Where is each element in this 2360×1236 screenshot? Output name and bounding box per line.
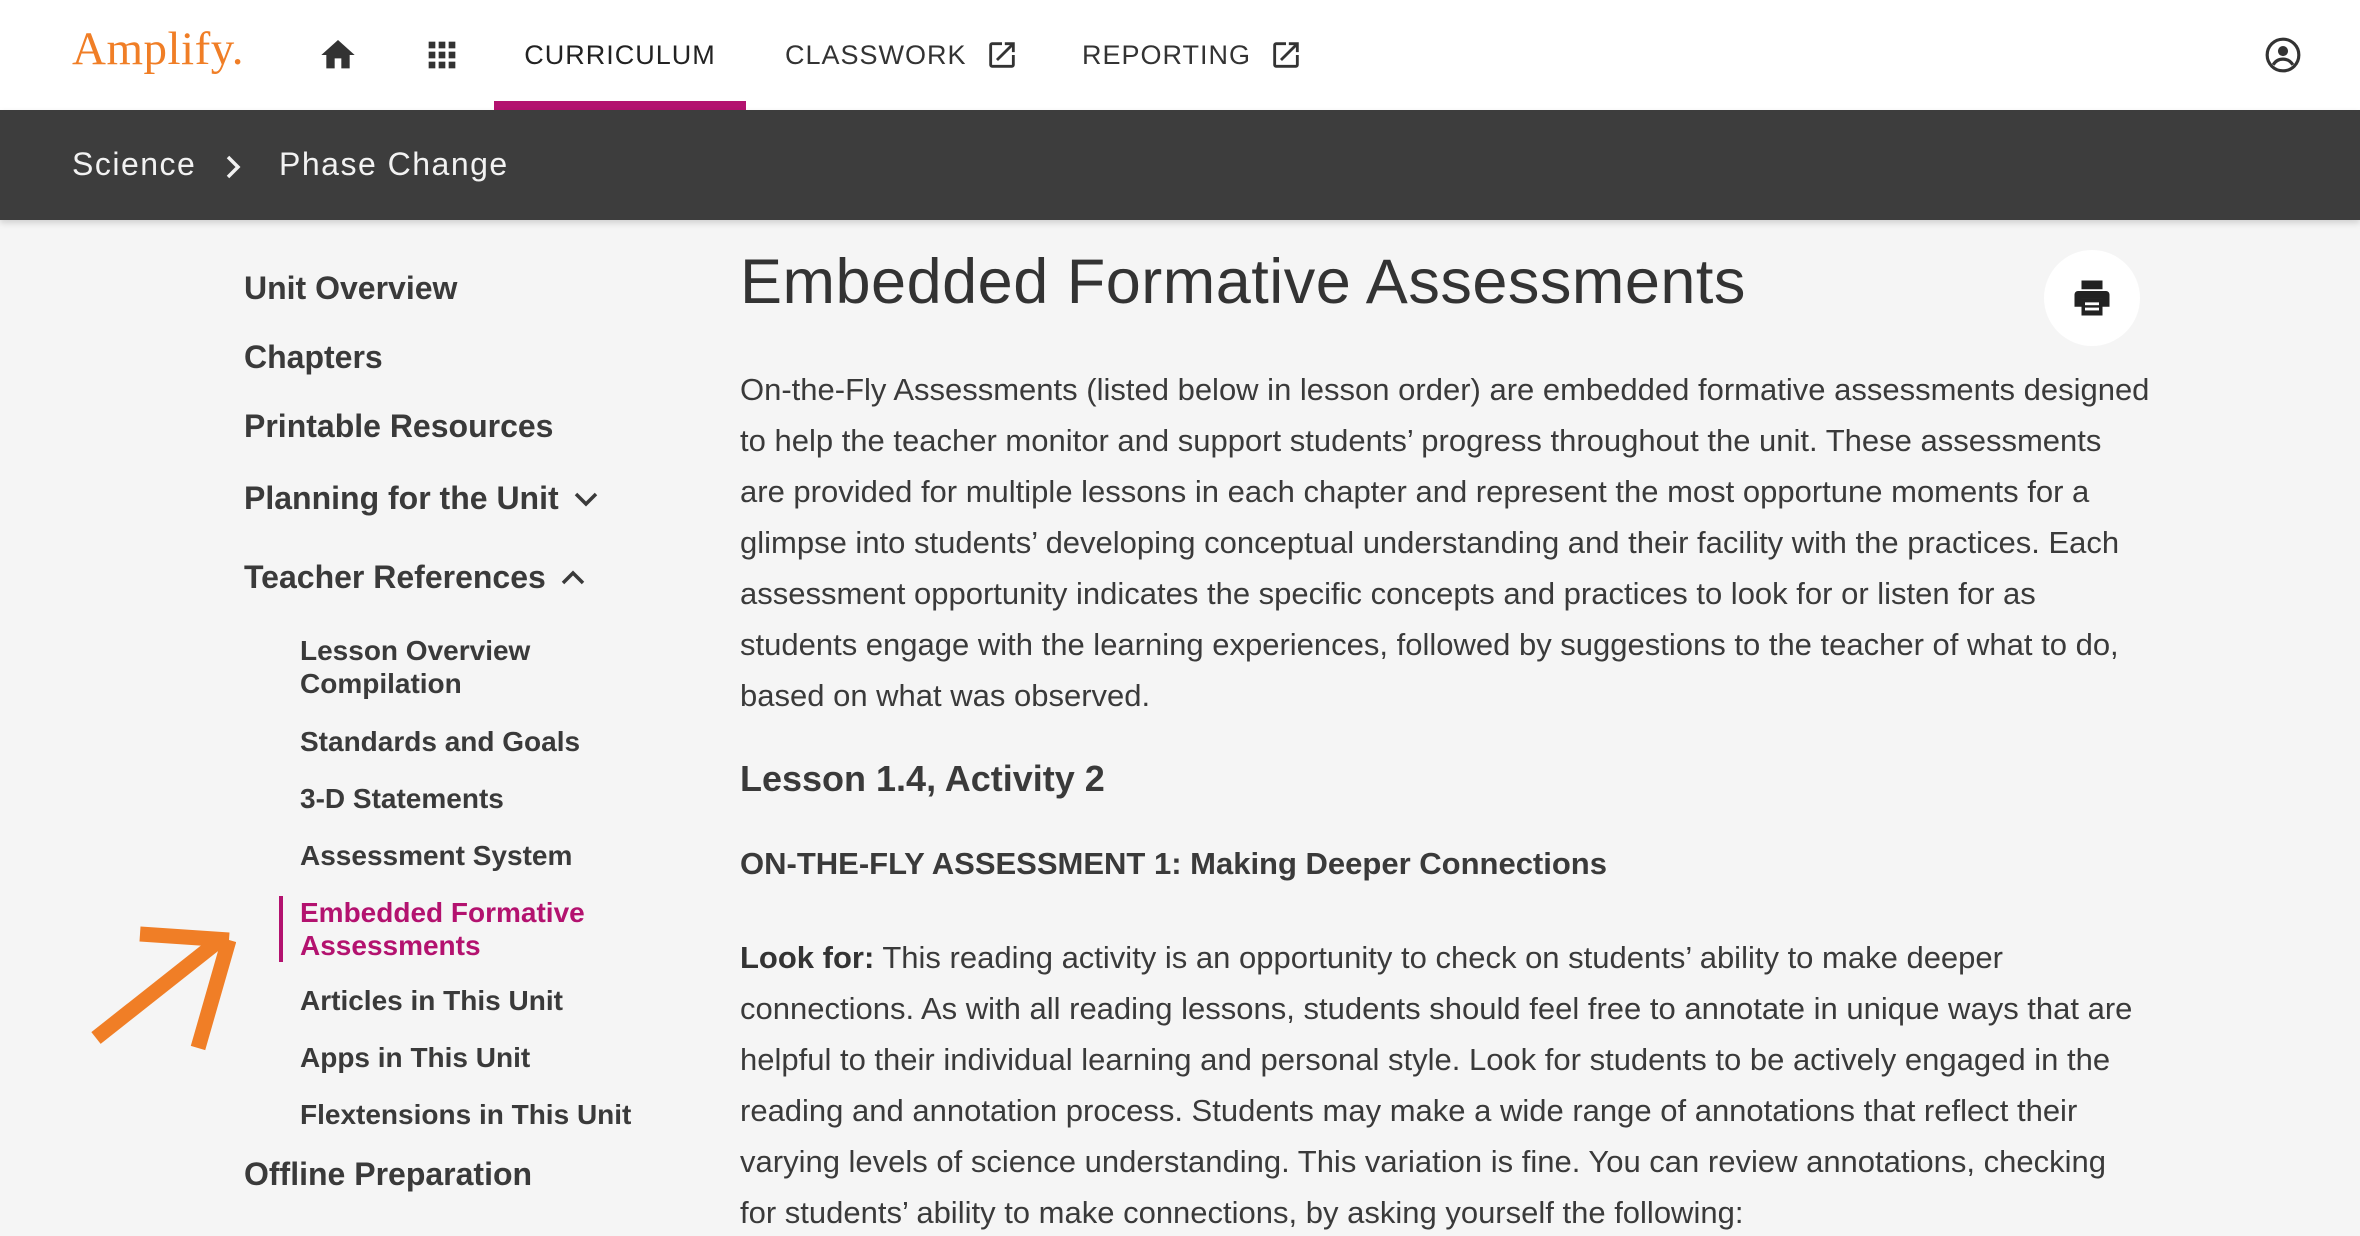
active-indicator: [279, 896, 283, 962]
look-for-paragraph: [740, 932, 2150, 1236]
tab-curriculum-label: CURRICULUM: [524, 39, 716, 70]
sidebar-subitem-assessment-system[interactable]: Assessment System: [300, 840, 573, 871]
chevron-down-icon: [573, 489, 599, 509]
sidebar-item-label: Planning for the Unit: [244, 480, 559, 516]
look-for-text: This reading activity is an opportunity to check on students’ ability to make deeper connections. As with all reading lessons, students should feel free to annotate in unique ways that are helpful to their individual learning and personal style. Look for students to be actively engaged in the reading and annotation process. Students may make a wide range of annotations that reflect their varying levels of science understanding. This variation is fine. You can review annotations, checking for students’ ability to make connections, by asking yourself the following:: [740, 940, 2133, 1230]
breadcrumb-science[interactable]: Science: [72, 146, 197, 182]
sidebar-item-printable-resources[interactable]: [244, 408, 553, 445]
amplify-logo[interactable]: Amplify.: [72, 23, 244, 75]
sidebar-item-label: Printable Resources: [244, 408, 554, 444]
print-button[interactable]: [2044, 250, 2140, 346]
external-link-icon: [1269, 38, 1303, 72]
external-link-icon: [985, 38, 1019, 72]
sidebar: [0, 220, 700, 1236]
apps-grid-icon[interactable]: [422, 35, 462, 75]
lesson-heading: Lesson 1.4, Activity 2: [740, 758, 1105, 799]
page-title: Embedded Formative Assessments: [740, 247, 1746, 317]
breadcrumb-phase-change: Phase Change: [279, 146, 509, 182]
sidebar-subitem-flextensions-in-this-unit[interactable]: Flextensions in This Unit: [300, 1099, 632, 1130]
sidebar-item-teacher-references[interactable]: [244, 559, 586, 596]
intro-paragraph: On-the-Fly Assessments (listed below in lesson order) are embedded formative assessments designed to help the teacher monitor and support students’ progress throughout the unit. These assessments are provided for multiple lessons in each chapter and represent the most opportune moments for a glimpse into students’ developing conceptual understanding and their facility with the practices. Each assessment opportunity indicates the specific concepts and practices to look for or listen for as students engage with the learning experiences, followed by suggestions to the teacher of what to do, based on what was observed.: [740, 372, 2150, 713]
sidebar-item-planning-for-the-unit[interactable]: [244, 480, 599, 517]
look-for-label: Look for:: [740, 940, 875, 975]
sidebar-subitem-standards-and-goals[interactable]: Standards and Goals: [300, 726, 581, 757]
sidebar-item-label: Teacher References: [244, 559, 546, 595]
tab-reporting-label: REPORTING: [1082, 39, 1252, 70]
arrow-annotation-icon: [86, 910, 236, 1060]
print-icon: [2071, 277, 2113, 319]
sidebar-subitem-3d-statements[interactable]: 3-D Statements: [300, 783, 504, 814]
tab-classwork-label: CLASSWORK: [785, 39, 967, 70]
sidebar-item-chapters[interactable]: [244, 339, 383, 376]
sidebar-item-offline-preparation[interactable]: [244, 1156, 532, 1193]
sidebar-item-unit-overview[interactable]: [244, 270, 457, 307]
top-nav: [0, 0, 2360, 110]
sidebar-subitem-lesson-overview-compilation[interactable]: Lesson Overview Compilation: [300, 635, 531, 699]
tab-curriculum[interactable]: [494, 0, 746, 110]
assessment-heading: ON-THE-FLY ASSESSMENT 1: Making Deeper Connections: [740, 846, 1607, 881]
tab-classwork[interactable]: [785, 0, 1019, 110]
chevron-right-icon: [222, 154, 246, 180]
sidebar-subitem-articles-in-this-unit[interactable]: Articles in This Unit: [300, 985, 563, 1016]
sidebar-subitem-apps-in-this-unit[interactable]: Apps in This Unit: [300, 1042, 531, 1073]
tab-reporting[interactable]: [1082, 0, 1303, 110]
sidebar-item-label: Offline Preparation: [244, 1156, 533, 1192]
account-circle-icon[interactable]: [2264, 36, 2302, 74]
sidebar-subitem-embedded-formative-assessments[interactable]: Embedded Formative Assessments: [300, 897, 585, 961]
chevron-up-icon: [560, 568, 586, 588]
sidebar-item-label: Unit Overview: [244, 270, 458, 306]
sidebar-item-label: Chapters: [244, 339, 383, 375]
home-icon[interactable]: [318, 35, 358, 75]
breadcrumb: [0, 110, 2360, 220]
